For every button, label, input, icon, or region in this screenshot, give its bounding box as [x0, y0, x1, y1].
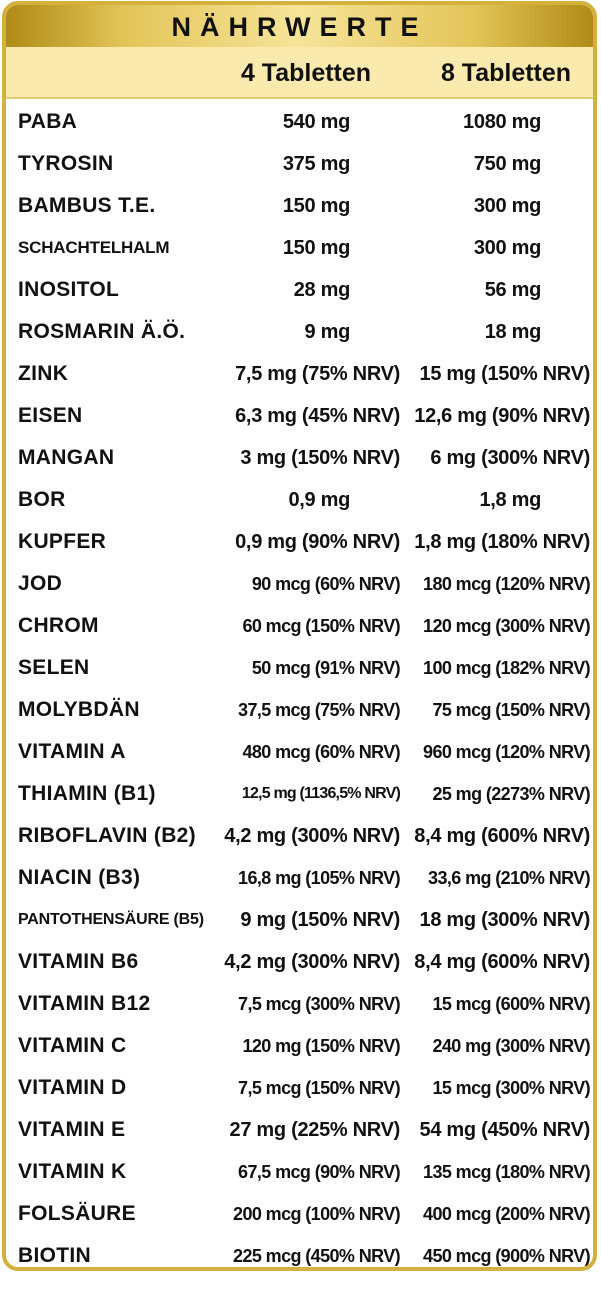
table-row	[6, 1109, 593, 1151]
value-4-tabletten: 7,5 mcg (150% NRV)	[238, 1078, 400, 1098]
table-row	[6, 227, 593, 269]
value-8-tabletten: 1080 mg	[463, 111, 541, 133]
value-8-tabletten: 12,6 mg (90% NRV)	[414, 405, 590, 427]
value-4-tabletten: 200 mcg (100% NRV)	[233, 1204, 400, 1224]
table-row	[6, 689, 593, 731]
value-8-tabletten: 960 mcg (120% NRV)	[423, 742, 590, 762]
value-4-tabletten: 480 mcg (60% NRV)	[242, 742, 400, 762]
table-row	[6, 269, 593, 311]
value-4-tabletten: 7,5 mcg (300% NRV)	[238, 994, 400, 1014]
value-4-tabletten: 60 mcg (150% NRV)	[242, 616, 400, 636]
nutrient-name: EISEN	[18, 404, 83, 427]
nutrition-table	[2, 1, 597, 1271]
nutrient-name: INOSITOL	[18, 278, 120, 301]
nutrient-name: TYROSIN	[18, 152, 114, 175]
table-row	[6, 983, 593, 1025]
table-row	[6, 941, 593, 983]
value-8-tabletten: 56 mg	[484, 279, 541, 301]
table-row	[6, 185, 593, 227]
table-row	[6, 563, 593, 605]
nutrient-name: BOR	[18, 488, 66, 511]
nutrient-name: THIAMIN (B1)	[18, 782, 156, 805]
nutrient-name: FOLSÄURE	[18, 1202, 136, 1225]
value-4-tabletten: 150 mg	[282, 237, 350, 259]
value-8-tabletten: 33,6 mg (210% NRV)	[428, 868, 590, 888]
table-title: NÄHRWERTE	[171, 12, 428, 42]
value-8-tabletten: 100 mcg (182% NRV)	[423, 658, 590, 678]
value-8-tabletten: 15 mg (150% NRV)	[419, 363, 590, 385]
nutrient-name: BAMBUS T.E.	[18, 194, 156, 217]
nutrient-name: PABA	[18, 110, 78, 133]
value-8-tabletten: 300 mg	[473, 195, 541, 217]
table-row	[6, 479, 593, 521]
title-bar	[6, 5, 593, 47]
value-4-tabletten: 375 mg	[282, 153, 350, 175]
value-4-tabletten: 50 mcg (91% NRV)	[251, 658, 400, 678]
table-row	[6, 1151, 593, 1193]
value-8-tabletten: 750 mg	[473, 153, 541, 175]
nutrient-name: VITAMIN C	[18, 1034, 127, 1057]
value-8-tabletten: 135 mcg (180% NRV)	[423, 1162, 590, 1182]
nutrient-name: MANGAN	[18, 446, 115, 469]
table-row	[6, 647, 593, 689]
table-row	[6, 899, 593, 941]
nutrient-name: SELEN	[18, 656, 90, 679]
value-8-tabletten: 450 mcg (900% NRV)	[423, 1246, 590, 1266]
column-header-8-tabletten: 8 Tabletten	[440, 59, 572, 87]
table-row	[6, 731, 593, 773]
value-8-tabletten: 15 mcg (300% NRV)	[432, 1078, 590, 1098]
nutrient-rows	[6, 101, 593, 1271]
value-8-tabletten: 400 mcg (200% NRV)	[423, 1204, 590, 1224]
nutrient-name: RIBOFLAVIN (B2)	[18, 824, 196, 847]
table-row	[6, 1067, 593, 1109]
table-row	[6, 395, 593, 437]
value-4-tabletten: 90 mcg (60% NRV)	[251, 574, 400, 594]
value-4-tabletten: 150 mg	[282, 195, 350, 217]
value-8-tabletten: 15 mcg (600% NRV)	[432, 994, 590, 1014]
nutrient-name: VITAMIN A	[18, 740, 126, 763]
value-4-tabletten: 37,5 mcg (75% NRV)	[238, 700, 400, 720]
value-8-tabletten: 240 mg (300% NRV)	[432, 1036, 590, 1056]
table-row	[6, 773, 593, 815]
column-header-4-tabletten: 4 Tabletten	[240, 59, 372, 87]
value-4-tabletten: 9 mg	[304, 321, 350, 343]
value-8-tabletten: 18 mg	[484, 321, 541, 343]
nutrient-name: VITAMIN D	[18, 1076, 127, 1099]
value-4-tabletten: 28 mg	[293, 279, 350, 301]
value-4-tabletten: 120 mg (150% NRV)	[242, 1036, 400, 1056]
nutrient-name: ZINK	[18, 362, 69, 385]
nutrient-name: MOLYBDÄN	[18, 698, 140, 721]
nutrient-name: VITAMIN K	[18, 1160, 127, 1183]
value-4-tabletten: 4,2 mg (300% NRV)	[224, 951, 400, 973]
table-row	[6, 1235, 593, 1271]
value-8-tabletten: 6 mg (300% NRV)	[430, 447, 590, 469]
nutrient-name: ROSMARIN Ä.Ö.	[18, 320, 186, 343]
table-row	[6, 815, 593, 857]
value-4-tabletten: 7,5 mg (75% NRV)	[235, 363, 400, 385]
value-8-tabletten: 75 mcg (150% NRV)	[432, 700, 590, 720]
table-row	[6, 857, 593, 899]
column-header-row	[6, 47, 593, 99]
value-8-tabletten: 18 mg (300% NRV)	[419, 909, 590, 931]
value-8-tabletten: 8,4 mg (600% NRV)	[414, 825, 590, 847]
value-4-tabletten: 0,9 mg	[288, 489, 350, 511]
table-row	[6, 101, 593, 143]
value-8-tabletten: 300 mg	[473, 237, 541, 259]
table-row	[6, 521, 593, 563]
value-4-tabletten: 27 mg (225% NRV)	[229, 1119, 400, 1141]
value-4-tabletten: 3 mg (150% NRV)	[240, 447, 400, 469]
nutrient-name: JOD	[18, 572, 63, 595]
nutrient-name: PANTOTHENSÄURE (B5)	[18, 911, 204, 928]
value-4-tabletten: 9 mg (150% NRV)	[240, 909, 400, 931]
nutrient-name: BIOTIN	[18, 1244, 91, 1267]
value-8-tabletten: 8,4 mg (600% NRV)	[414, 951, 590, 973]
value-8-tabletten: 25 mg (2273% NRV)	[432, 784, 590, 804]
value-4-tabletten: 67,5 mcg (90% NRV)	[238, 1162, 400, 1182]
nutrient-name: VITAMIN B6	[18, 950, 139, 973]
value-8-tabletten: 1,8 mg (180% NRV)	[414, 531, 590, 553]
value-8-tabletten: 54 mg (450% NRV)	[419, 1119, 590, 1141]
value-4-tabletten: 4,2 mg (300% NRV)	[224, 825, 400, 847]
table-row	[6, 605, 593, 647]
table-row	[6, 1193, 593, 1235]
table-row	[6, 1025, 593, 1067]
table-row	[6, 311, 593, 353]
value-8-tabletten: 120 mcg (300% NRV)	[423, 616, 590, 636]
value-4-tabletten: 0,9 mg (90% NRV)	[235, 531, 400, 553]
nutrient-name: CHROM	[18, 614, 99, 637]
value-8-tabletten: 180 mcg (120% NRV)	[423, 574, 590, 594]
value-4-tabletten: 540 mg	[282, 111, 350, 133]
nutrient-name: KUPFER	[18, 530, 107, 553]
nutrient-name: VITAMIN B12	[18, 992, 151, 1015]
nutrient-name: SCHACHTELHALM	[18, 238, 170, 257]
nutrient-name: NIACIN (B3)	[18, 866, 141, 889]
value-4-tabletten: 12,5 mg (1136,5% NRV)	[241, 785, 400, 802]
table-row	[6, 437, 593, 479]
value-4-tabletten: 225 mcg (450% NRV)	[233, 1246, 400, 1266]
nutrient-name: VITAMIN E	[18, 1118, 126, 1141]
table-row	[6, 143, 593, 185]
value-8-tabletten: 1,8 mg	[479, 489, 541, 511]
value-4-tabletten: 6,3 mg (45% NRV)	[235, 405, 400, 427]
value-4-tabletten: 16,8 mg (105% NRV)	[238, 868, 400, 888]
table-row	[6, 353, 593, 395]
